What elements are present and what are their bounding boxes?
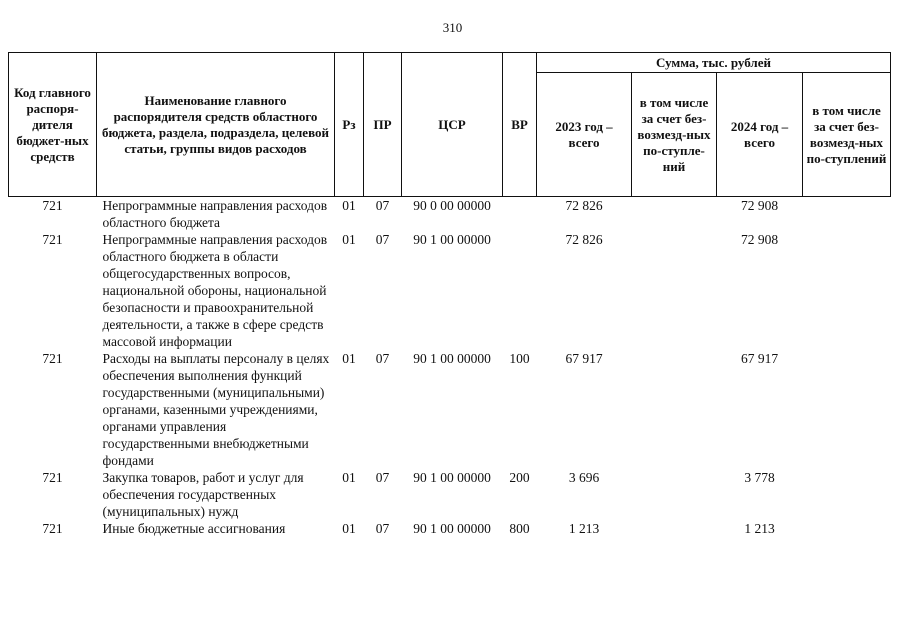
row-2023-total: 1 213 xyxy=(568,521,600,536)
row-code: 721 xyxy=(42,470,63,485)
row-2024-free xyxy=(803,350,891,469)
row-code: 721 xyxy=(42,521,63,536)
row-pr: 07 xyxy=(375,521,390,536)
row-2024-free xyxy=(803,231,891,350)
row-vr xyxy=(503,197,537,232)
row-name: Закупка товаров, работ и услуг для обеспечения государственных (муниципальных) нужд xyxy=(102,470,304,519)
row-code: 721 xyxy=(42,232,63,247)
row-2023-free xyxy=(632,350,717,469)
table-row xyxy=(9,520,891,537)
row-csr: 90 1 00 00000 xyxy=(413,470,491,485)
header-sum-group: Сумма, тыс. рублей xyxy=(537,53,891,73)
header-name: Наименование главного распорядителя средств областного бюджета, раздела, подраздела, целевой статьи, группы видов расходов xyxy=(97,53,335,197)
row-2023-total: 67 917 xyxy=(565,351,603,366)
header-pr: ПР xyxy=(364,53,402,197)
row-pr: 07 xyxy=(375,470,390,485)
table-row xyxy=(9,350,891,469)
header-code: Код главного распоря-дителя бюджет-ных средств xyxy=(9,53,97,197)
row-2024-free xyxy=(803,520,891,537)
row-name: Непрограммные направления расходов областного бюджета в области общегосударственных вопросов, национальной обороны, национальной безопасности и правоохранительной деятельности, а также в сфере средств массовой информации xyxy=(102,232,328,349)
row-2024-total: 3 778 xyxy=(744,470,775,485)
row-name: Непрограммные направления расходов областного бюджета xyxy=(102,198,328,230)
row-2023-free xyxy=(632,469,717,520)
row-csr: 90 1 00 00000 xyxy=(413,232,491,247)
table-row xyxy=(9,231,891,350)
row-2024-free xyxy=(803,469,891,520)
header-csr: ЦСР xyxy=(402,53,503,197)
row-rz: 01 xyxy=(342,521,356,536)
row-2024-total: 72 908 xyxy=(740,198,779,213)
row-2024-total: 67 917 xyxy=(740,351,779,366)
row-pr: 07 xyxy=(375,198,390,213)
table-header xyxy=(9,53,891,197)
row-code: 721 xyxy=(42,351,63,366)
row-csr: 90 0 00 00000 xyxy=(413,198,491,213)
header-2024-free: в том числе за счет без-возмезд-ных по-ступлений xyxy=(803,73,891,197)
row-rz: 01 xyxy=(342,470,356,485)
row-vr: 100 xyxy=(509,351,530,366)
row-rz: 01 xyxy=(342,351,356,366)
header-2024-total: 2024 год – всего xyxy=(717,73,803,197)
table-row xyxy=(9,197,891,232)
row-csr: 90 1 00 00000 xyxy=(413,521,491,536)
row-2023-free xyxy=(632,520,717,537)
header-2023-free: в том числе за счет без-возмезд-ных по-ступле-ний xyxy=(632,73,717,197)
row-pr: 07 xyxy=(375,232,390,247)
row-vr: 800 xyxy=(509,521,530,536)
row-csr: 90 1 00 00000 xyxy=(413,351,491,366)
row-2024-free xyxy=(803,197,891,232)
row-2024-total: 1 213 xyxy=(744,521,775,536)
row-name: Иные бюджетные ассигнования xyxy=(102,521,286,536)
row-2023-free xyxy=(632,197,717,232)
row-vr xyxy=(503,231,537,350)
row-2023-free xyxy=(632,231,717,350)
budget-table xyxy=(8,52,891,537)
page-number: 310 xyxy=(442,20,463,35)
row-2023-total: 3 696 xyxy=(568,470,600,485)
header-2023-total: 2023 год – всего xyxy=(537,73,632,197)
row-vr: 200 xyxy=(509,470,530,485)
header-vr: ВР xyxy=(503,53,537,197)
header-rz: Рз xyxy=(335,53,364,197)
row-code: 721 xyxy=(42,198,63,213)
row-rz: 01 xyxy=(342,198,356,213)
table-row xyxy=(9,469,891,520)
row-name: Расходы на выплаты персоналу в целях обеспечения выполнения функций государственными (муниципальными) органами, казенными учреждениями, органами управления государственными внебюджетными фондами xyxy=(102,351,330,468)
row-pr: 07 xyxy=(375,351,390,366)
row-2023-total: 72 826 xyxy=(565,198,603,213)
row-rz: 01 xyxy=(342,232,356,247)
row-2023-total: 72 826 xyxy=(565,232,603,247)
row-2024-total: 72 908 xyxy=(740,232,779,247)
